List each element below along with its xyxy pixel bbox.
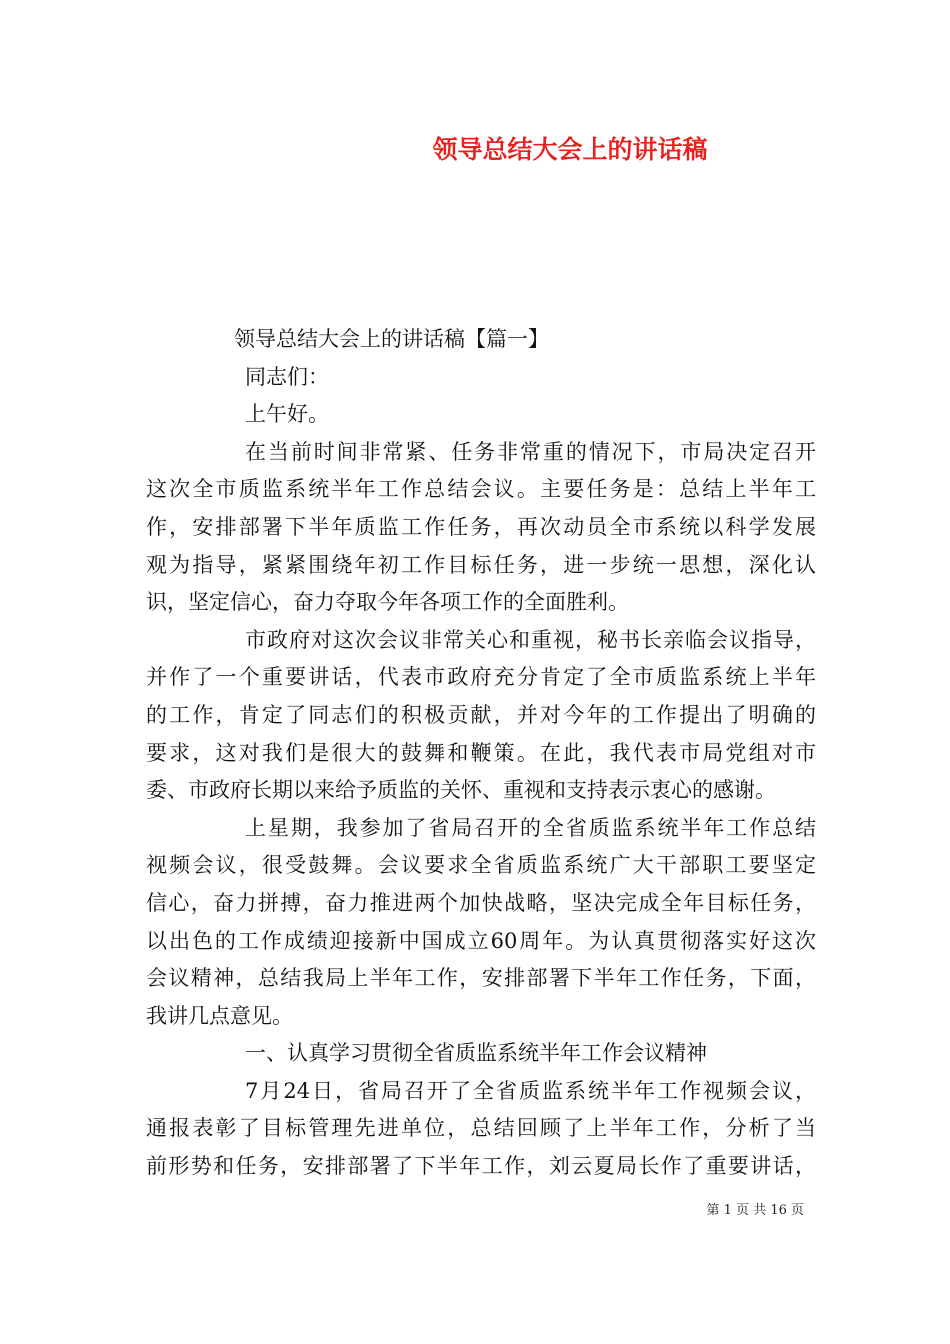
salutation: 同志们： bbox=[245, 364, 329, 389]
paragraph-line: 在当前时间非常紧、任务非常重的情况下，市局决定召开 bbox=[245, 439, 816, 464]
paragraph-line: 通报表彰了目标管理先进单位，总结回顾了上半年工作，分析了当 bbox=[146, 1116, 816, 1141]
paragraph-line: 识，坚定信心，奋力夺取今年各项工作的全面胜利。 bbox=[146, 590, 629, 615]
paragraph-line: 作，安排部署下半年质监工作任务，再次动员全市系统以科学发展 bbox=[146, 514, 816, 539]
paragraph-line: 的工作，肯定了同志们的积极贡献，并对今年的工作提出了明确的 bbox=[146, 702, 816, 727]
paragraph-line: 市政府对这次会议非常关心和重视，秘书长亲临会议指导， bbox=[245, 627, 816, 652]
paragraph-line: 并作了一个重要讲话，代表市政府充分肯定了全市质监系统上半年 bbox=[146, 665, 816, 690]
paragraph-line: 这次全市质监系统半年工作总结会议。主要任务是：总结上半年工 bbox=[146, 477, 816, 502]
paragraph-line: 观为指导，紧紧围绕年初工作目标任务，进一步统一思想，深化认 bbox=[146, 552, 816, 577]
paragraph-line: 上星期，我参加了省局召开的全省质监系统半年工作总结 bbox=[245, 815, 816, 840]
paragraph-line: 要求，这对我们是很大的鼓舞和鞭策。在此，我代表市局党组对市 bbox=[146, 740, 816, 765]
subsection-heading: 一、认真学习贯彻全省质监系统半年工作会议精神 bbox=[245, 1041, 707, 1066]
paragraph-line: 7月24日，省局召开了全省质监系统半年工作视频会议， bbox=[245, 1078, 816, 1103]
document-body bbox=[146, 321, 816, 1186]
paragraph-line: 会议精神，总结我局上半年工作，安排部署下半年工作任务，下面， bbox=[146, 966, 816, 991]
paragraph-line: 委、市政府长期以来给予质监的关怀、重视和支持表示衷心的感谢。 bbox=[146, 778, 776, 803]
paragraph-line: 以出色的工作成绩迎接新中国成立60周年。为认真贯彻落实好这次 bbox=[146, 928, 816, 953]
document-title: 领导总结大会上的讲话稿 bbox=[432, 135, 708, 164]
paragraph-line: 前形势和任务，安排部署了下半年工作，刘云夏局长作了重要讲话， bbox=[146, 1154, 816, 1179]
greeting: 上午好。 bbox=[245, 402, 329, 427]
page-number: 第 1 页 共 16 页 bbox=[706, 1203, 804, 1218]
paragraph-line: 视频会议，很受鼓舞。会议要求全省质监系统广大干部职工要坚定 bbox=[146, 853, 816, 878]
paragraph-line: 我讲几点意见。 bbox=[146, 1003, 293, 1028]
section-heading: 领导总结大会上的讲话稿【篇一】 bbox=[234, 327, 549, 351]
paragraph-line: 信心，奋力拼搏，奋力推进两个加快战略，坚决完成全年目标任务， bbox=[146, 890, 816, 915]
